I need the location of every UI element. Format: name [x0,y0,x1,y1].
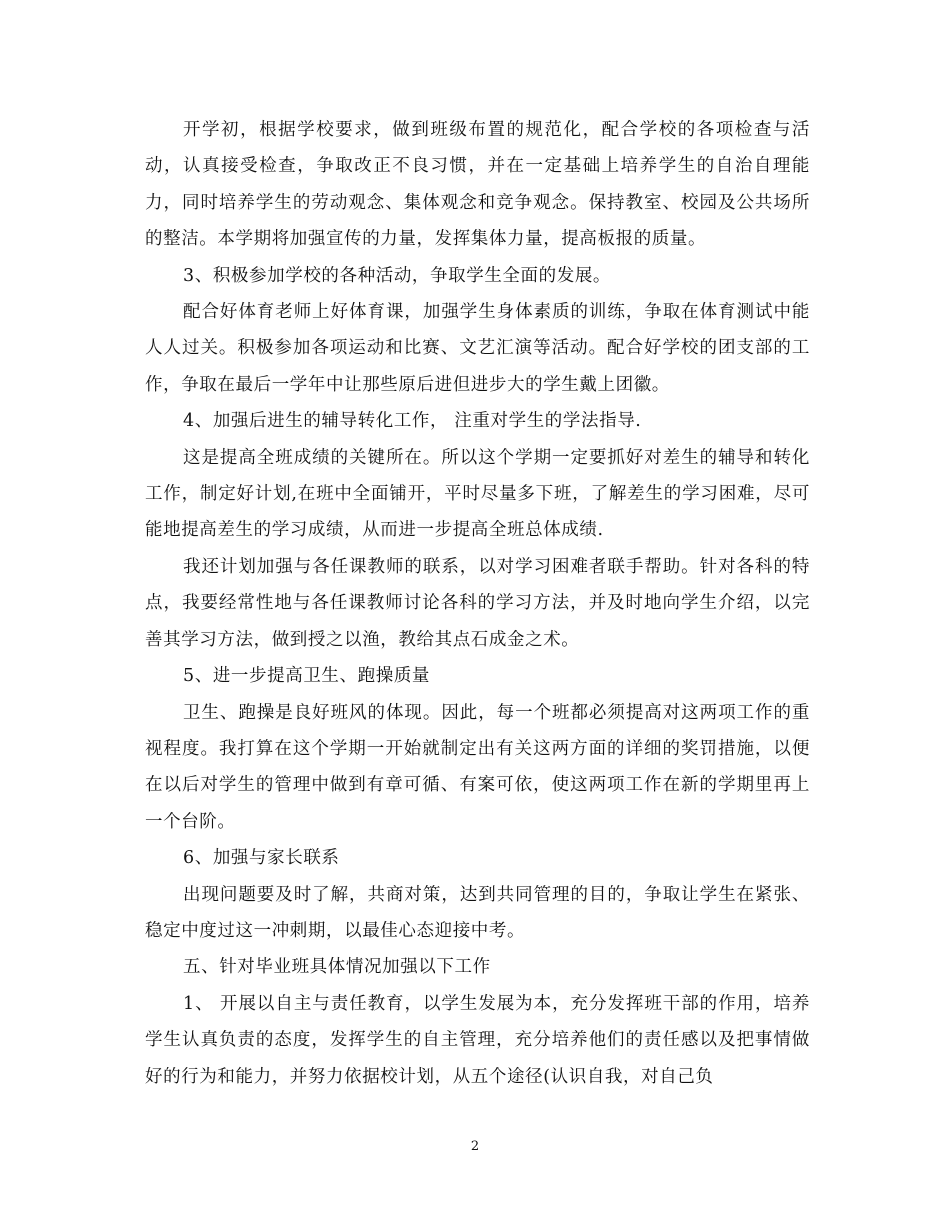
paragraph-2: 3、积极参加学校的各种活动，争取学生全面的发展。 [183,265,612,286]
paragraph-5: 这是提高全班成绩的关键所在。所以这个学期一定要抓好对差生的辅导和转化工作，制定好计划,在班中全面铺开，平时尽量多下班，了解差生的学习困难，尽可能地提高差生的学习成绩，从而进一步提高全班总体成绩. [145,447,810,541]
paragraph-7: 5、进一步提高卫生、跑操质量 [183,666,431,687]
paragraph-3: 配合好体育老师上好体育课，加强学生身体素质的训练，争取在体育测试中能人人过关。积极参加各项运动和比赛、文艺汇演等活动。配合好学校的团支部的工作，争取在最后一学年中让那些原后进但进步大的学生戴上团徽。 [145,302,810,395]
paragraph-10: 出现问题要及时了解，共商对策，达到共同管理的目的，争取让学生在紧张、稳定中度过这一冲刺期，以最佳心态迎接中考。 [145,884,810,941]
page-number: 2 [470,1139,480,1154]
paragraph-1: 开学初，根据学校要求，做到班级布置的规范化，配合学校的各项检查与活动，认真接受检查，争取改正不良习惯，并在一定基础上培养学生的自治自理能力，同时培养学生的劳动观念、集体观念和竞争观念。保持教室、校园及公共场所的整洁。本学期将加强宣传的力量，发挥集体力量，提高板报的质量。 [145,120,810,250]
paragraph-9: 6、加强与家长联系 [183,848,340,869]
paragraph-11: 五、针对毕业班具体情况加强以下工作 [183,957,491,978]
paragraph-6: 我还计划加强与各任课教师的联系，以对学习困难者联手帮助。针对各科的特点，我要经常性地与各任课教师讨论各科的学习方法，并及时地向学生介绍，以完善其学习方法，做到授之以渔，教给其点石成金之术。 [145,556,810,650]
paragraph-8: 卫生、跑操是良好班风的体现。因此，每一个班都必须提高对这两项工作的重视程度。我打算在这个学期一开始就制定出有关这两方面的详细的奖罚措施，以便在以后对学生的管理中做到有章可循、有案可依，使这两项工作在新的学期里再上一个台阶。 [145,702,810,832]
document-body [145,112,810,1095]
paragraph-4: 4、加强后进生的辅导转化工作， 注重对学生的学法指导. [183,411,642,432]
paragraph-12: 1、 开展以自主与责任教育，以学生发展为本，充分发挥班干部的作用，培养学生认真负责的态度，发挥学生的自主管理，充分培养他们的责任感以及把事情做好的行为和能力，并努力依据校计划，从五个途径(认识自我，对自己负 [145,993,810,1087]
